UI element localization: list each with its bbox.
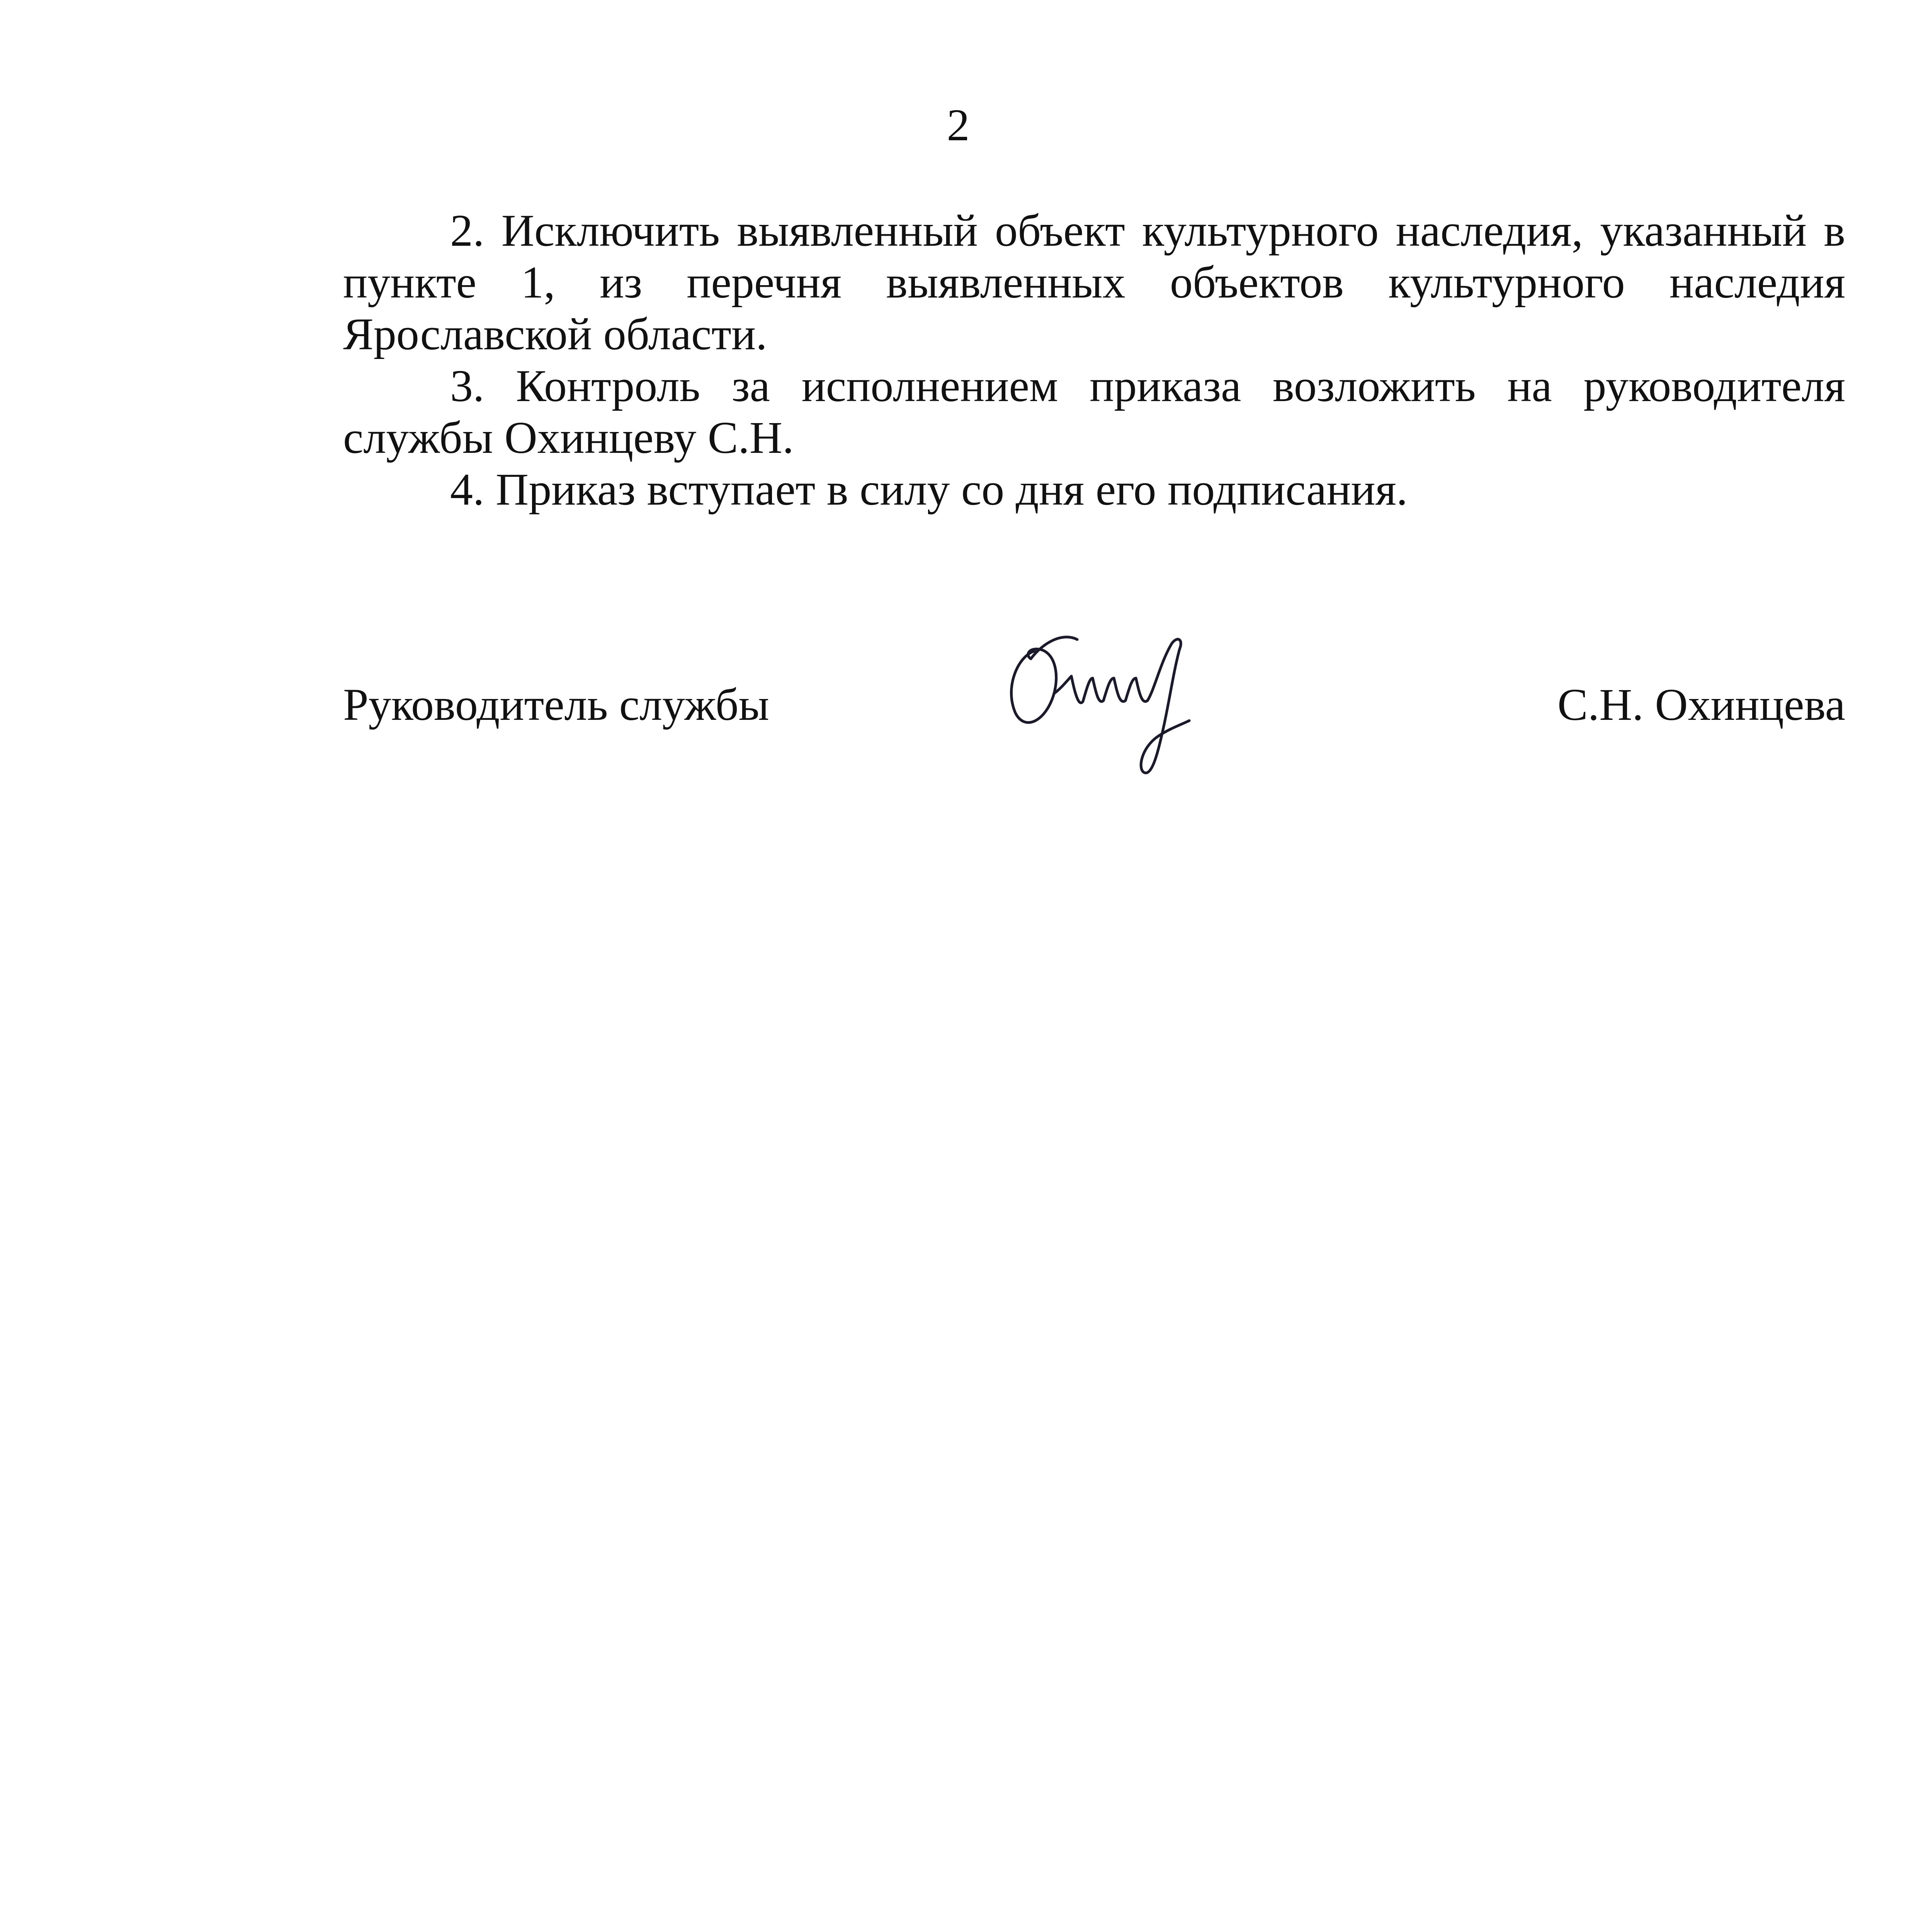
paragraph-item-3: 3. Контроль за исполнением приказа возложить на руководителя службы Охинцеву С.Н. (343, 361, 1845, 463)
page-number: 2 (947, 100, 970, 150)
signature-block (343, 597, 1845, 790)
position-title: Руководитель службы (343, 679, 769, 730)
paragraph-item-2: 2. Исключить выявленный объект культурного наследия, указанный в пункте 1, из перечня выявленных объектов культурного наследия Ярославской области. (343, 205, 1845, 359)
signatory-name: С.Н. Охинцева (1557, 679, 1845, 730)
document-body (343, 205, 1845, 515)
paragraph-item-4: 4. Приказ вступает в силу со дня его подписания. (450, 464, 1408, 515)
handwritten-signature (988, 597, 1205, 790)
